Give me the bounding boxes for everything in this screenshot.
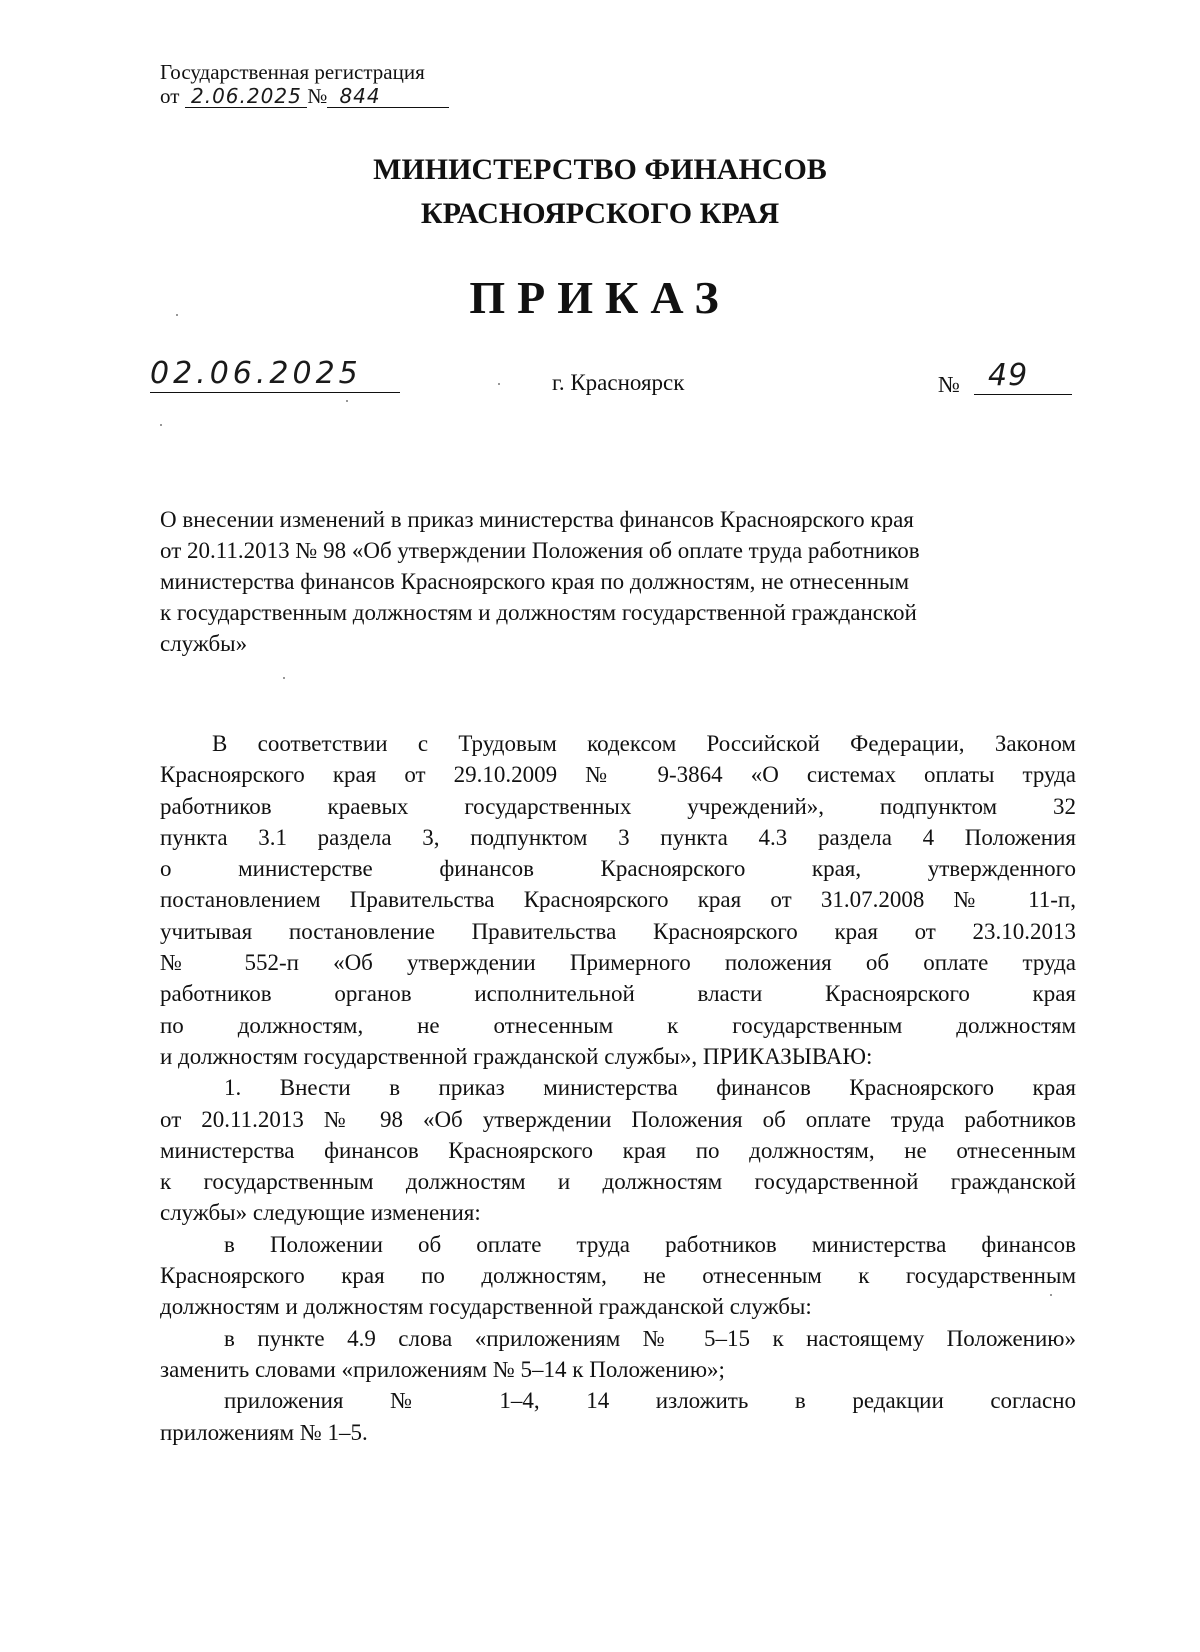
order-city: г. Красноярск bbox=[552, 370, 685, 395]
scan-speck bbox=[283, 677, 285, 679]
body-line: к государственным должностям и должностям государственной гражданской bbox=[160, 1169, 1076, 1195]
body-line: от 20.11.2013 № 98 «Об утверждении Положения об оплате труда работников bbox=[160, 1106, 1076, 1132]
registration-number: 844 bbox=[327, 85, 449, 108]
subject-line: от 20.11.2013 № 98 «Об утверждении Положения об оплате труда работников bbox=[160, 538, 920, 563]
body-line: министерства финансов Красноярского края по должностям, не отнесенным bbox=[160, 1137, 1076, 1163]
body-line: по должностям, не отнесенным к государственным должностям bbox=[160, 1012, 1076, 1038]
subject-line: О внесении изменений в приказ министерства финансов Красноярского края bbox=[160, 507, 914, 532]
scan-speck bbox=[176, 314, 178, 316]
body-line: работников органов исполнительной власти Красноярского края bbox=[160, 981, 1076, 1007]
body-line: 1. Внести в приказ министерства финансов Красноярского края bbox=[224, 1075, 1076, 1101]
subject-line: министерства финансов Красноярского края по должностям, не отнесенным bbox=[160, 569, 910, 594]
body-line: и должностям государственной гражданской службы», ПРИКАЗЫВАЮ: bbox=[160, 1043, 873, 1069]
body-line: В соответствии с Трудовым кодексом Российской Федерации, Законом bbox=[212, 731, 1076, 756]
registration-stamp bbox=[160, 60, 449, 108]
registration-number-label: № bbox=[307, 84, 328, 108]
document-type-title: ПРИКАЗ bbox=[469, 272, 731, 323]
subject-line: службы» bbox=[160, 631, 248, 656]
body-line: заменить словами «приложениям № 5–14 к Положению»; bbox=[160, 1356, 725, 1382]
body-line: № 552-п «Об утверждении Примерного положения об оплате труда bbox=[160, 950, 1076, 976]
ministry-name-line2: КРАСНОЯРСКОГО КРАЯ bbox=[420, 197, 780, 230]
order-subject bbox=[160, 504, 1080, 659]
body-line: работников краевых государственных учреждений», подпунктом 32 bbox=[160, 793, 1076, 819]
body-line: в пункте 4.9 слова «приложениям № 5–15 к настоящему Положению» bbox=[224, 1325, 1076, 1351]
body-line: Красноярского края по должностям, не отнесенным к государственным bbox=[160, 1263, 1076, 1289]
body-line: учитывая постановление Правительства Красноярского края от 23.10.2013 bbox=[160, 918, 1076, 944]
body-line: приложения № 1–4, 14 изложить в редакции согласно bbox=[224, 1388, 1076, 1414]
ministry-name-line1: МИНИСТЕРСТВО ФИНАНСОВ bbox=[373, 153, 827, 186]
scan-speck bbox=[1050, 1294, 1052, 1296]
scan-speck bbox=[346, 400, 348, 402]
body-line: в Положении об оплате труда работников министерства финансов bbox=[224, 1231, 1076, 1257]
body-line: пункта 3.1 раздела 3, подпунктом 3 пункта 4.3 раздела 4 Положения bbox=[160, 824, 1076, 850]
body-line: Красноярского края от 29.10.2009 № 9-3864 «О системах оплаты труда bbox=[160, 762, 1076, 788]
subject-line: к государственным должностям и должностям государственной гражданской bbox=[160, 600, 917, 625]
body-line: постановлением Правительства Красноярского края от 31.07.2008 № 11-п, bbox=[160, 887, 1076, 913]
registration-line bbox=[160, 84, 449, 108]
body-line: службы» следующие изменения: bbox=[160, 1200, 481, 1226]
registration-from-label: от bbox=[160, 84, 180, 108]
order-date: 02.06.2025 bbox=[150, 356, 400, 393]
body-line: приложениям № 1–5. bbox=[160, 1419, 368, 1445]
order-number: 49 bbox=[974, 358, 1072, 395]
order-number-label: № bbox=[938, 372, 960, 397]
body-line: должностям и должностям государственной гражданской службы: bbox=[160, 1294, 812, 1320]
registration-date: 2.06.2025 bbox=[185, 85, 307, 108]
body-line: о министерстве финансов Красноярского края, утвержденного bbox=[160, 856, 1076, 882]
registration-label: Государственная регистрация bbox=[160, 60, 425, 84]
scan-speck bbox=[160, 424, 162, 426]
scan-speck bbox=[498, 383, 500, 385]
order-body bbox=[160, 728, 1076, 1448]
